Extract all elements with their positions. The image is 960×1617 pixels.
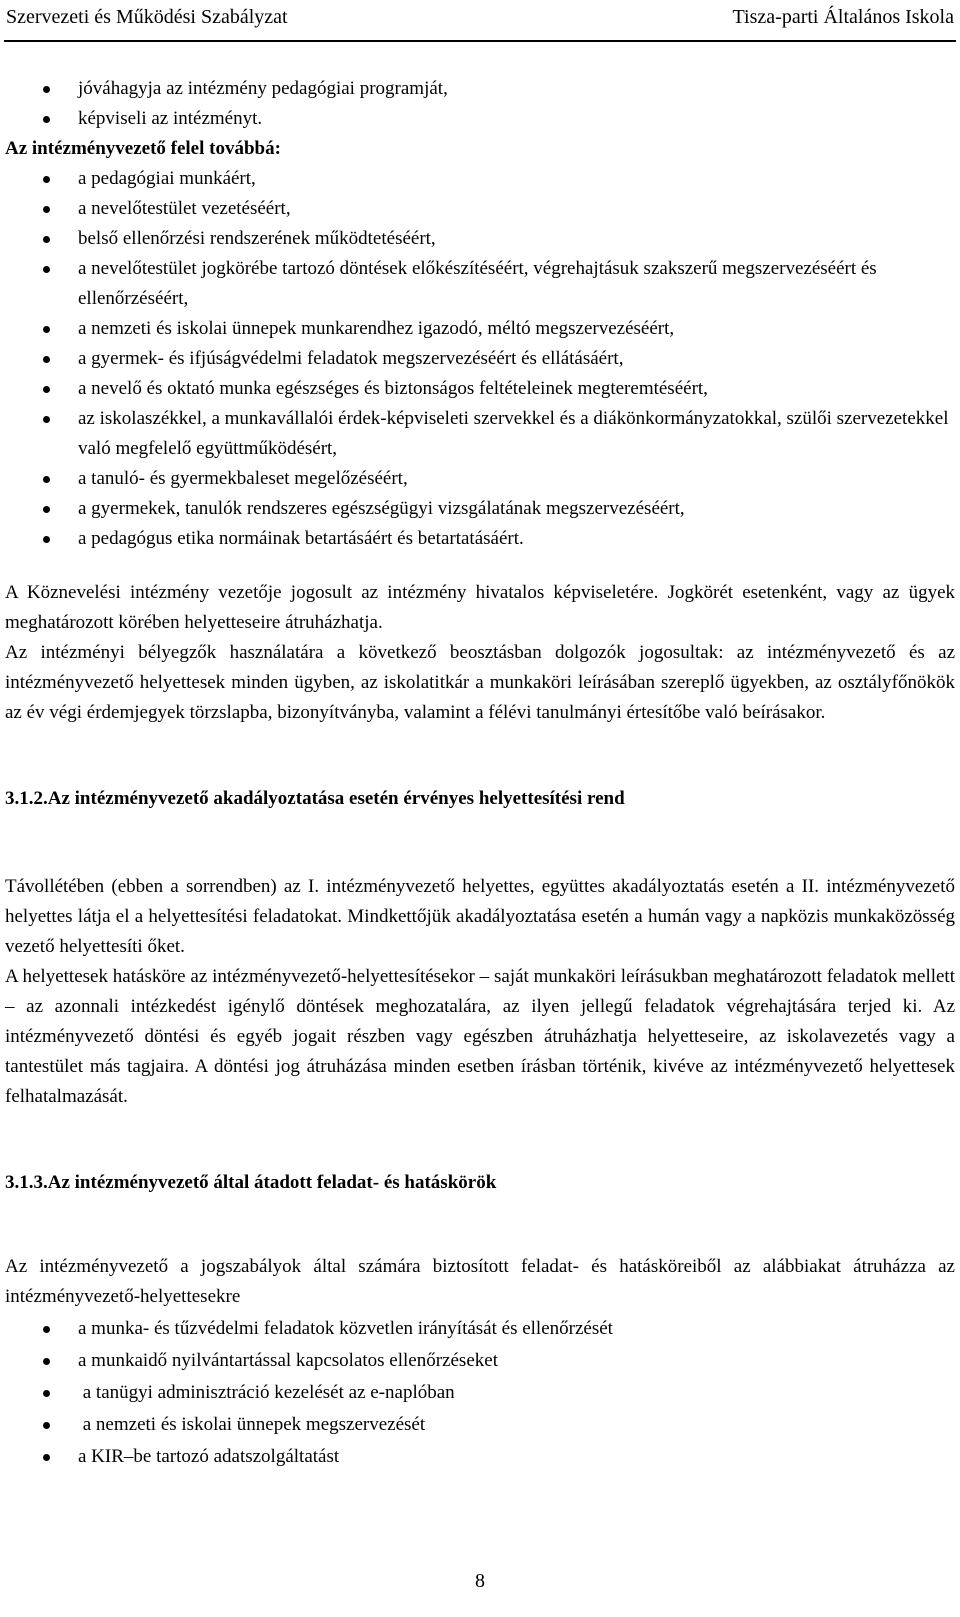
list-item: a pedagógiai munkáért, xyxy=(5,164,955,194)
delegation-paragraph: Az intézményvezető a jogszabályok által számára biztosított feladat- és hatásköreiből az alábbiakat átruházza az intézményvezető-helyettesekre xyxy=(5,1256,955,1307)
delegated-tasks-list xyxy=(5,1314,955,1472)
list-item: az iskolaszékkel, a munkavállalói érdek-képviseleti szervekkel és a diákönkormányzatokkal, szülői szervezetekkel való megfelelő együttműködésért, xyxy=(5,404,955,464)
list-item: a nevelőtestület vezetéséért, xyxy=(5,194,955,224)
header-divider xyxy=(4,40,956,42)
page-header xyxy=(6,6,954,34)
list-item: képviseli az intézményt. xyxy=(5,104,955,134)
list-item: belső ellenőrzési rendszerének működtetéséért, xyxy=(5,224,955,254)
list-item: a munkaidő nyilvántartással kapcsolatos ellenőrzéseket xyxy=(5,1346,955,1376)
page-number: 8 xyxy=(475,1570,485,1592)
list-item: a KIR–be tartozó adatszolgáltatást xyxy=(5,1442,955,1472)
list-item: a nevelő és oktató munka egészséges és biztonságos feltételeinek megteremtéséért, xyxy=(5,374,955,404)
list-item: a tanügyi adminisztráció kezelését az e-naplóban xyxy=(5,1378,955,1408)
list-item: a nevelőtestület jogkörébe tartozó döntések előkészítéséért, végrehajtásuk szakszerű megszervezéséért és ellenőrzéséért, xyxy=(5,254,955,314)
substitution-paragraph: Távollétében (ebben a sorrendben) az I. intézményvezető helyettes, együttes akadályoztatás esetén a II. intézményvezető helyettes látja el a helyettesítési feladatokat. Mindkettőjük akadályoztatása esetén a humán vagy a napközis munkaközösség vezető helyettesíti őket. xyxy=(5,876,955,957)
responsibility-list xyxy=(5,164,955,554)
duties-list-top xyxy=(5,74,955,134)
responsibility-heading: Az intézményvezető felel továbbá: xyxy=(5,138,281,159)
list-item: jóváhagyja az intézmény pedagógiai programját, xyxy=(5,74,955,104)
list-item: a munka- és tűzvédelmi feladatok közvetlen irányítását és ellenőrzését xyxy=(5,1314,955,1344)
list-item: a gyermekek, tanulók rendszeres egészségügyi vizsgálatának megszervezéséért, xyxy=(5,494,955,524)
deputy-authority-paragraph: A helyettesek hatásköre az intézményvezető-helyettesítésekor – saját munkaköri leírásukban meghatározott feladatok mellett – az azonnali intézkedést igénylő döntések meghozatalára, az ilyen jellegű feladatok végrehajtására terjed ki. Az intézményvezető döntési és egyéb jogait részben vagy egészben átruházhatja helyetteseire, az iskolavezetés vagy a tantestület más tagjaira. A döntési jog átruházása minden esetben írásban történik, kivéve az intézményvezető helyettesek felhatalmazását. xyxy=(5,966,955,1107)
section-heading-3-1-3: 3.1.3.Az intézményvezető által átadott feladat- és hatáskörök xyxy=(5,1172,497,1193)
section-heading-3-1-2: 3.1.2.Az intézményvezető akadályoztatása esetén érvényes helyettesítési rend xyxy=(5,788,625,809)
page-content xyxy=(5,74,955,1472)
header-school-name: Tisza-parti Általános Iskola xyxy=(732,6,954,28)
list-item: a pedagógus etika normáinak betartásáért és betartatásáért. xyxy=(5,524,955,554)
header-document-title: Szervezeti és Működési Szabályzat xyxy=(6,6,288,28)
list-item: a tanuló- és gyermekbaleset megelőzéséért, xyxy=(5,464,955,494)
list-item: a nemzeti és iskolai ünnepek munkarendhez igazodó, méltó megszervezéséért, xyxy=(5,314,955,344)
representation-paragraph: A Köznevelési intézmény vezetője jogosult az intézmény hivatalos képviseletére. Jogkörét esetenként, vagy az ügyek meghatározott körében helyetteseire átruházhatja. xyxy=(5,582,955,633)
list-item: a nemzeti és iskolai ünnepek megszervezését xyxy=(5,1410,955,1440)
stamp-usage-paragraph: Az intézményi bélyegzők használatára a következő beosztásban dolgozók jogosultak: az intézményvezető és az intézményvezető helyettesek minden ügyben, az iskolatitkár a munkaköri leírásában szereplő ügyekben, az osztályfőnökök az év végi érdemjegyek törzslapba, bizonyítványba, valamint a félévi tanulmányi értesítőbe való beírásakor. xyxy=(5,642,955,723)
list-item: a gyermek- és ifjúságvédelmi feladatok megszervezéséért és ellátásáért, xyxy=(5,344,955,374)
